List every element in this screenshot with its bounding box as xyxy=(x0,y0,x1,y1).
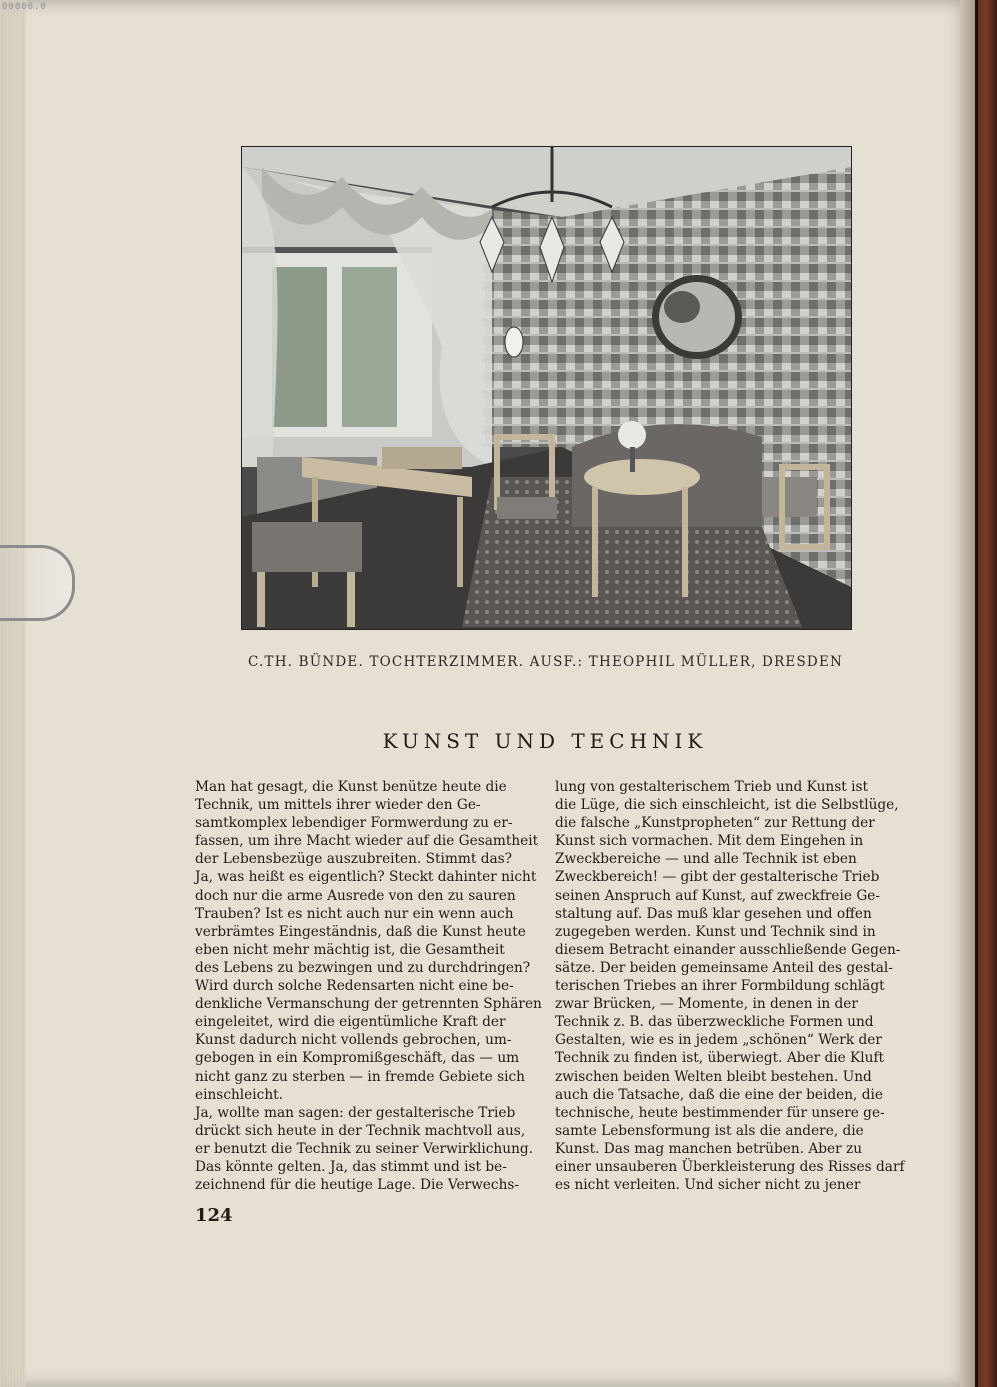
book-spine xyxy=(975,0,997,1387)
room-photograph xyxy=(241,146,852,630)
text-line: technische, heute bestimmender für unsere ge- xyxy=(555,1104,885,1121)
text-line: Technik, um mittels ihrer wieder den Ge- xyxy=(195,797,481,814)
text-line: zwar Brücken, — Momente, in denen in der xyxy=(555,996,858,1013)
text-line: Technik z. B. das überzweckliche Formen und xyxy=(555,1014,874,1031)
text-line: Zweckbereiche — und alle Technik ist eben xyxy=(555,851,857,868)
wall-clock xyxy=(505,327,523,357)
text-line: drückt sich heute in der Technik machtvoll aus, xyxy=(195,1122,526,1139)
text-line: Gestalten, wie es in jedem „schönen“ Werk der xyxy=(555,1032,882,1049)
text-line: diesem Betracht einander ausschließende Gegen- xyxy=(555,941,901,958)
text-line: der Lebensbezüge auszubreiten. Stimmt das? xyxy=(195,851,513,868)
text-line: zugegeben werden. Kunst und Technik sind in xyxy=(555,923,876,940)
text-line: einschleicht. xyxy=(195,1086,283,1103)
article-heading: KUNST UND TECHNIK xyxy=(382,729,708,753)
text-line: Ja, was heißt es eigentlich? Steckt dahinter nicht xyxy=(195,869,537,886)
text-line: fassen, um ihre Macht wieder auf die Gesamtheit xyxy=(195,833,539,850)
text-line: eingeleitet, wird die eigentümliche Kraft der xyxy=(195,1014,506,1031)
stool xyxy=(252,522,362,572)
text-line: zwischen beiden Welten bleibt bestehen. Und xyxy=(555,1068,872,1085)
gutter-shadow xyxy=(960,0,975,1387)
text-line: staltung auf. Das muß klar gesehen und offen xyxy=(555,905,872,922)
text-line: seinen Anspruch auf Kunst, auf zweckfreie Ge- xyxy=(555,887,881,904)
text-line: doch nur die arme Ausrede von den zu sauren xyxy=(195,887,516,904)
text-line: auch die Tatsache, daß die eine der beiden, die xyxy=(555,1086,883,1103)
text-line: samtkomplex lebendiger Formwerdung zu er- xyxy=(195,815,513,832)
flowers xyxy=(618,421,646,449)
text-line: Kunst dadurch nicht vollends gebrochen, um- xyxy=(195,1032,512,1049)
text-line: terischen Triebes an ihrer Formbildung schlägt xyxy=(555,978,885,995)
photo-caption: C.TH. BÜNDE. TOCHTERZIMMER. AUSF.: THEOPHIL MÜLLER, DRESDEN xyxy=(247,654,844,670)
scan-code: 00000.0 xyxy=(2,2,47,12)
text-line: gebogen in ein Kompromißgeschäft, das — um xyxy=(195,1050,520,1067)
text-line: eben nicht mehr mächtig ist, die Gesamtheit xyxy=(195,941,505,958)
text-line: verbrämtes Eingeständnis, daß die Kunst heute xyxy=(195,923,526,940)
text-line: Wird durch solche Redensarten nicht eine be- xyxy=(195,978,514,995)
page-stack-edge xyxy=(0,0,26,1387)
text-line: sätze. Der beiden gemeinsame Anteil des gestal- xyxy=(555,959,893,976)
text-line: lung von gestalterischem Trieb und Kunst ist xyxy=(555,779,868,795)
text-line: es nicht verleiten. Und sicher nicht zu jener xyxy=(555,1177,861,1194)
text-line: Kunst. Das mag manchen betrüben. Aber zu xyxy=(555,1140,863,1157)
text-line: Technik zu finden ist, überwiegt. Aber die Kluft xyxy=(555,1050,885,1067)
spine-edge xyxy=(975,0,978,1387)
text-line: Man hat gesagt, die Kunst benütze heute die xyxy=(195,779,507,795)
text-line: zeichnend für die heutige Lage. Die Verwechs- xyxy=(195,1177,520,1194)
paper-clip xyxy=(0,545,75,621)
text-line: Ja, wollte man sagen: der gestalterische Trieb xyxy=(195,1104,516,1121)
left-text-column xyxy=(195,778,542,1194)
text-line: die falsche „Kunstpropheten“ zur Rettung der xyxy=(555,815,875,832)
page-number: 124 xyxy=(195,1205,233,1226)
text-line: Zweckbereich! — gibt der gestalterische Trieb xyxy=(555,869,880,886)
text-line: nicht ganz zu sterben — in fremde Gebiete sich xyxy=(195,1068,525,1085)
text-line: Trauben? Ist es nicht auch nur ein wenn auch xyxy=(195,905,514,922)
room-photo-drawing xyxy=(242,147,851,629)
text-line: des Lebens zu bezwingen und zu durchdringen? xyxy=(195,959,531,976)
text-line: samte Lebensformung ist als die andere, die xyxy=(555,1122,864,1139)
text-line: einer unsauberen Überkleisterung des Risses darf xyxy=(555,1158,905,1175)
text-line: denkliche Vermanschung der getrennten Sphären xyxy=(195,996,542,1013)
text-line: er benutzt die Technik zu seiner Verwirklichung. xyxy=(195,1140,533,1157)
right-text-column xyxy=(555,778,905,1194)
text-line: die Lüge, die sich einschleicht, ist die Selbstlüge, xyxy=(555,797,899,814)
text-line: Kunst sich vormachen. Mit dem Eingehen in xyxy=(555,833,864,850)
text-line: Das könnte gelten. Ja, das stimmt und ist be- xyxy=(195,1158,507,1175)
